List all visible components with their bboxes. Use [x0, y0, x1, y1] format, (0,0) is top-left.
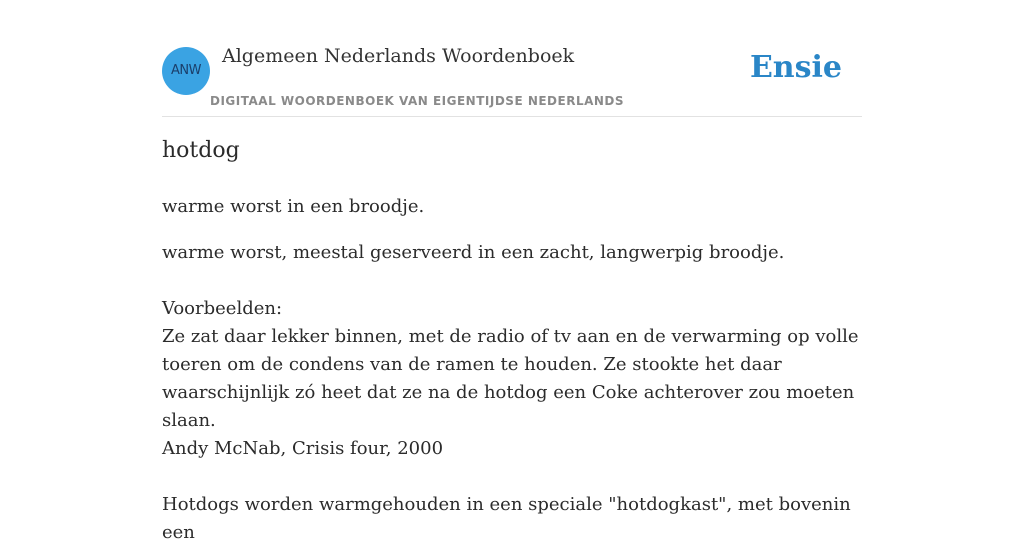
examples-label: Voorbeelden: [162, 298, 283, 319]
ensie-brand-logo[interactable]: Ensie [749, 50, 842, 85]
example-quote: Hotdogs worden warmgehouden in een speciale "hotdogkast", met bovenin een [162, 494, 851, 543]
example-source: Andy McNab, Crisis four, 2000 [162, 438, 444, 459]
entry-body [162, 239, 862, 547]
site-title[interactable]: Algemeen Nederlands Woordenboek [222, 45, 575, 67]
anw-logo-icon[interactable]: ANW [162, 47, 210, 95]
site-header [162, 0, 862, 117]
example-quote: Ze zat daar lekker binnen, met de radio of tv aan en de verwarming op volle toeren om de condens van de ramen te houden. Ze stookte het daar waarschijnlijk zó heet dat ze na de hotdog een Coke achterover zou moeten slaan. [162, 326, 859, 431]
entry-term: hotdog [162, 138, 240, 163]
short-definition: warme worst in een broodje. [162, 196, 425, 217]
long-definition: warme worst, meestal geserveerd in een zacht, langwerpig broodje. [162, 242, 785, 263]
paragraph-gap [162, 463, 862, 491]
site-subtitle: DIGITAAL WOORDENBOEK VAN EIGENTIJDSE NEDERLANDS [210, 94, 625, 108]
page-container [162, 0, 862, 543]
paragraph-gap [162, 267, 862, 295]
